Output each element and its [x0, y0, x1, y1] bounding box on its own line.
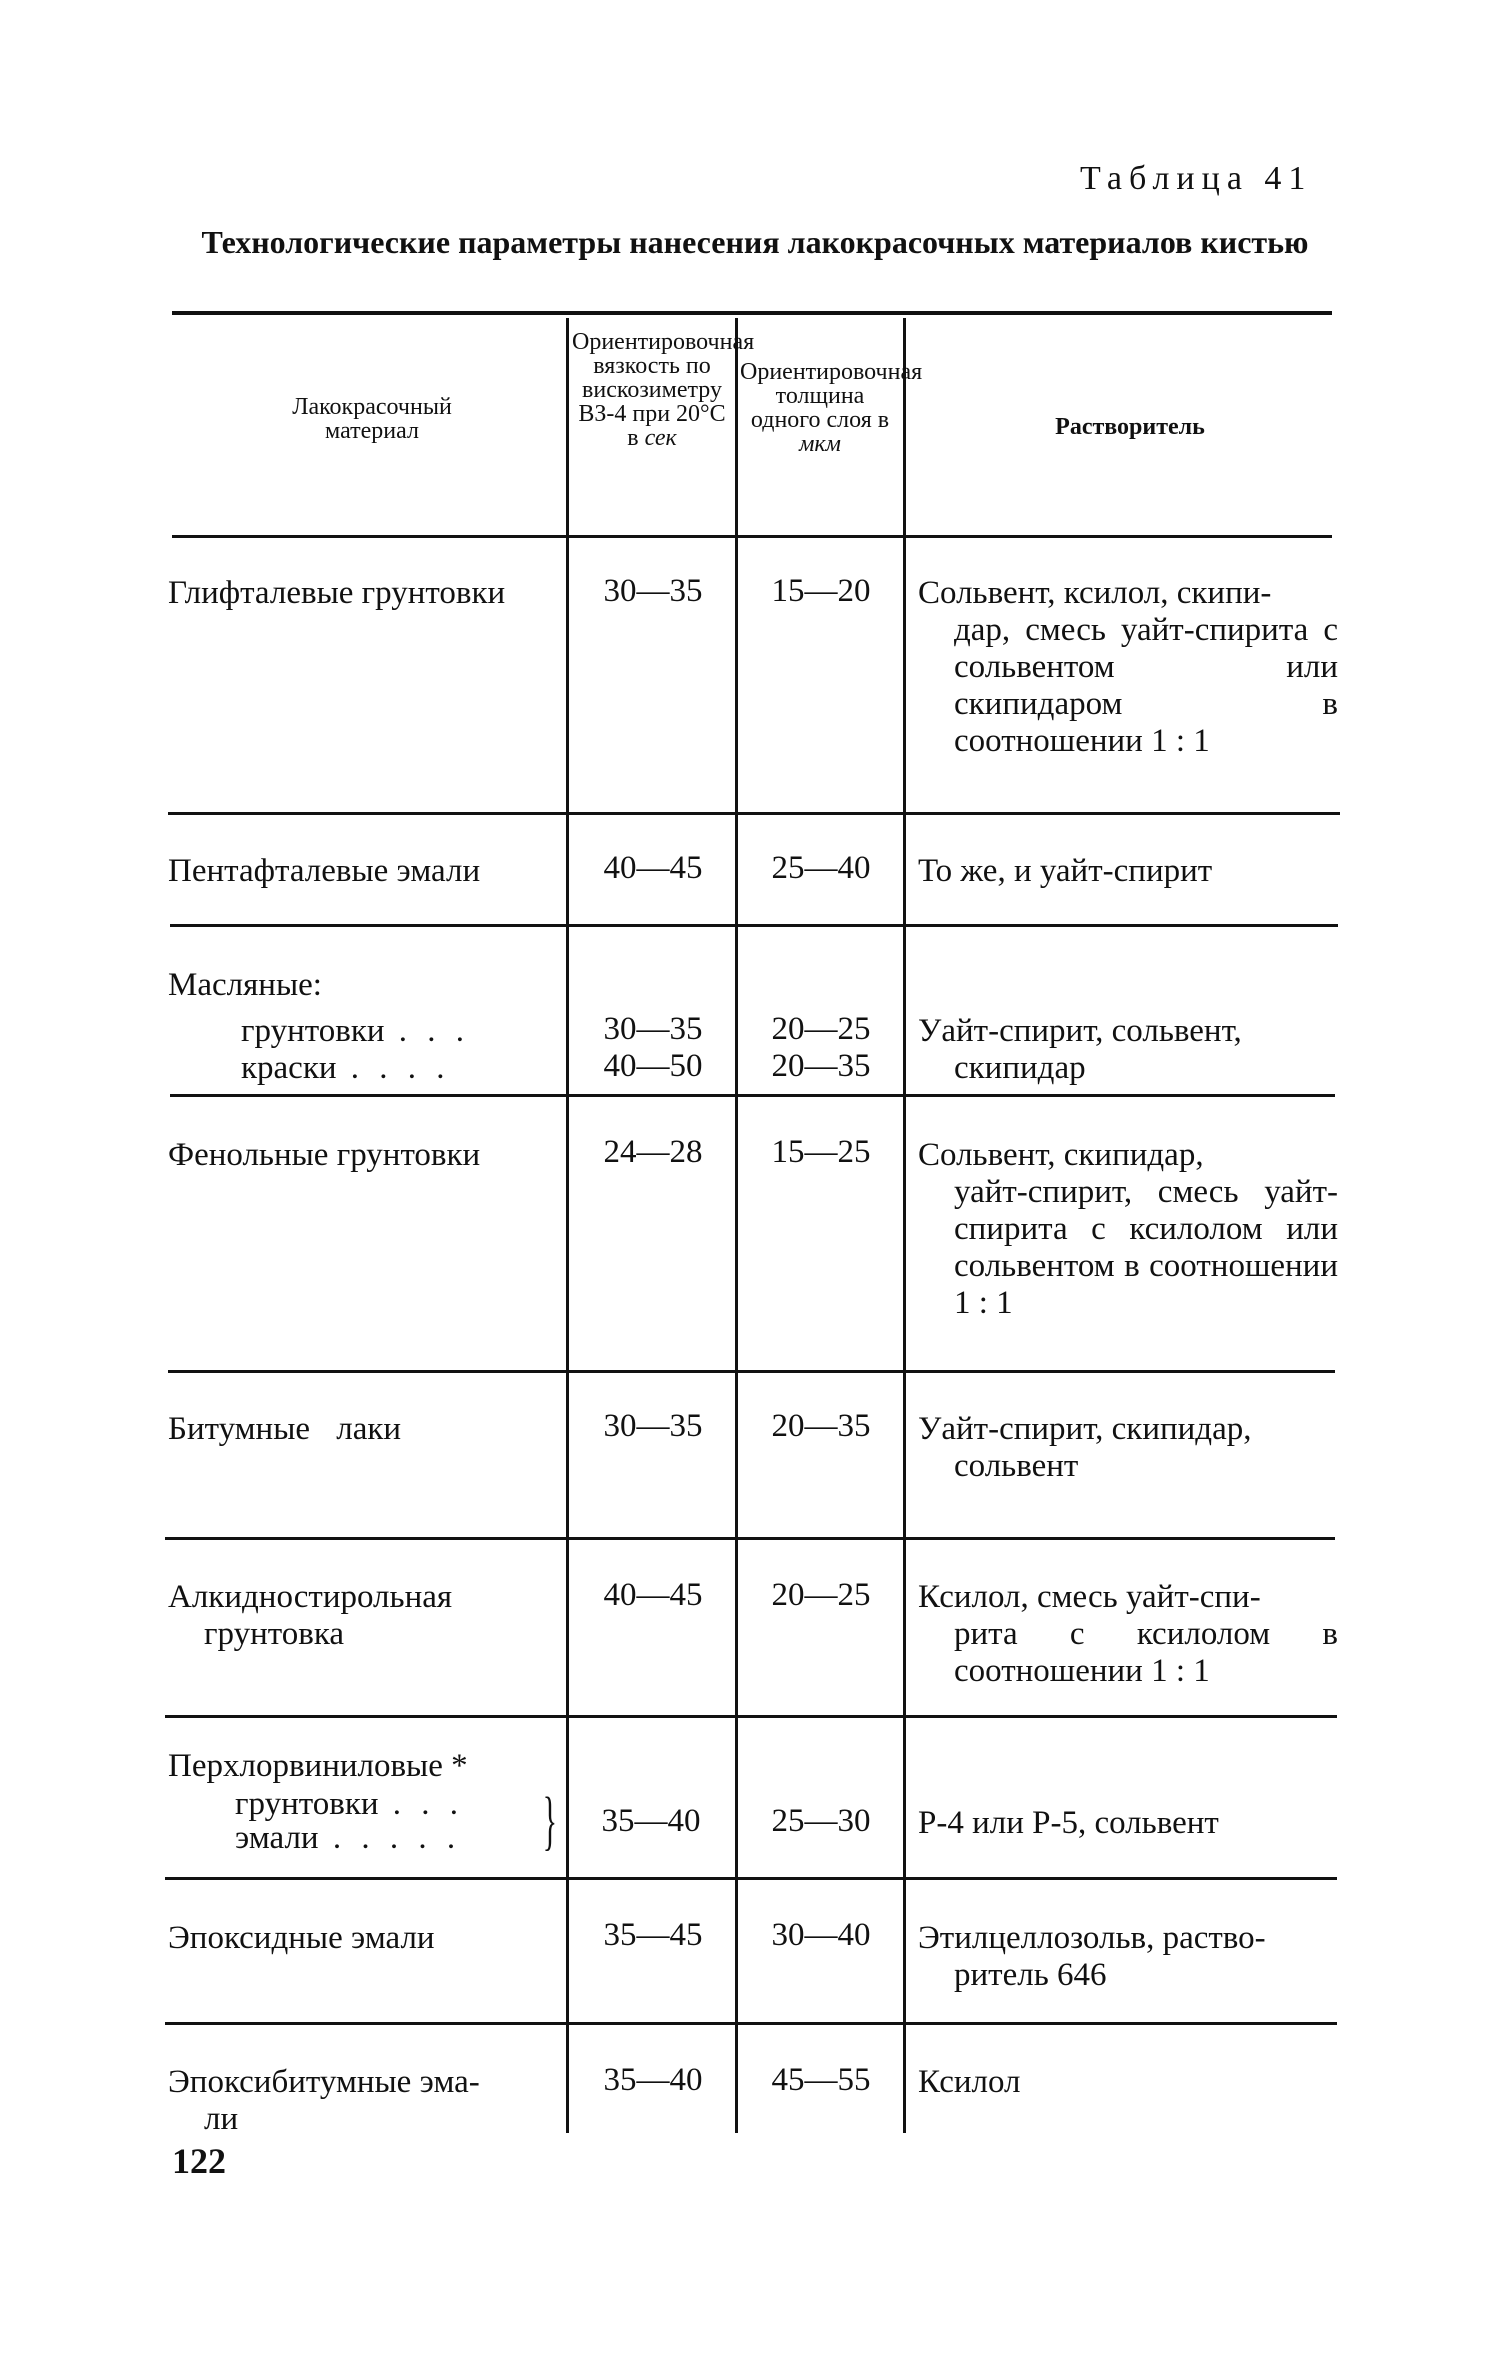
page-number: 122	[172, 2141, 226, 2181]
row-9-material-rest: ли	[204, 2101, 239, 2137]
row-5-solvent-first: Уайт-спирит, скипидар,	[918, 1411, 1252, 1447]
row-4-solvent-first: Сольвент, скипидар,	[918, 1137, 1204, 1173]
row-3-sub-1-name: грунтовки	[241, 1013, 385, 1049]
header-viscosity-unit: сек	[644, 425, 677, 451]
row-2-thickness: 25—40	[771, 850, 871, 886]
row-4-solvent-rest: уайт-спирит, смесь уайт-спирита с ксилолом или сольвентом в соотношении 1 : 1	[954, 1174, 1338, 1321]
row-6-solvent	[918, 1579, 1338, 1690]
row-5-material: Битумные лаки	[168, 1411, 402, 1447]
row-3-sub-2: краски . . . .	[241, 1050, 451, 1086]
row-9-material	[168, 2064, 553, 2138]
row-1-thickness: 15—20	[771, 573, 871, 609]
row-9-solvent: Ксилол	[918, 2064, 1021, 2100]
header-solvent: Растворитель	[1055, 414, 1205, 440]
row-9-viscosity: 35—40	[603, 2062, 703, 2098]
rule-header-bottom	[172, 535, 1332, 538]
row-9-thickness: 45—55	[771, 2062, 871, 2098]
row-2-material: Пентафталевые эмали	[168, 853, 481, 889]
row-6-solvent-first: Ксилол, смесь уайт-спи-	[918, 1579, 1261, 1615]
row-8-solvent-first: Этилцеллозольв, раство-	[918, 1920, 1266, 1956]
row-7-thickness: 25—30	[771, 1803, 871, 1839]
row-8-thickness: 30—40	[771, 1917, 871, 1953]
rule-row-1	[168, 812, 1340, 815]
row-3-solvent-first: Уайт-спирит, сольвент,	[918, 1013, 1242, 1049]
row-3-sub-1-thickness: 20—25	[771, 1011, 871, 1047]
row-7-sub-1: грунтовки . . .	[235, 1786, 465, 1822]
brace-glyph: }	[542, 1784, 557, 1857]
row-7-sub-2: эмали . . . . .	[235, 1820, 462, 1856]
row-7-sub-1-name: грунтовки	[235, 1786, 379, 1822]
row-3-sub-2-thickness: 20—35	[771, 1048, 871, 1084]
row-1-viscosity: 30—35	[603, 573, 703, 609]
row-7-viscosity: 35—40	[601, 1803, 701, 1839]
row-9-material-first: Эпоксибитумные эма-	[168, 2064, 480, 2100]
rule-row-3	[170, 1094, 1335, 1097]
header-material: Лакокрасочный материал	[292, 394, 452, 444]
row-3-sub-1-viscosity: 30—35	[603, 1011, 703, 1047]
header-thickness	[740, 359, 923, 457]
rule-row-6	[165, 1715, 1337, 1718]
header-viscosity-text: Ориентировочная вязкость по вискозиметру ВЗ-4 при 20°С в	[572, 329, 755, 451]
header-thickness-text: Ориентировочная толщина одного слоя в	[740, 359, 923, 433]
row-8-material: Эпоксидные эмали	[168, 1920, 435, 1956]
row-8-viscosity: 35—45	[603, 1917, 703, 1953]
header-thickness-unit: мкм	[799, 431, 841, 457]
rule-row-2	[170, 924, 1338, 927]
row-4-material: Фенольные грунтовки	[168, 1137, 481, 1173]
row-3-sub-2-name: краски	[241, 1050, 337, 1086]
row-7-solvent: Р-4 или Р-5, сольвент	[918, 1805, 1219, 1841]
row-5-viscosity: 30—35	[603, 1408, 703, 1444]
rule-row-5	[165, 1537, 1335, 1540]
row-5-solvent	[918, 1411, 1338, 1485]
row-3-material: Масляные:	[168, 967, 322, 1003]
row-6-viscosity: 40—45	[603, 1577, 703, 1613]
rule-row-7	[165, 1877, 1337, 1880]
row-6-thickness: 20—25	[771, 1577, 871, 1613]
rule-row-8	[165, 2022, 1337, 2025]
row-4-thickness: 15—25	[771, 1134, 871, 1170]
row-3-solvent	[918, 1013, 1338, 1087]
col-rule-2	[735, 318, 738, 2133]
table-title: Технологические параметры нанесения лакокрасочных материалов кистью	[201, 224, 1309, 260]
rule-row-4	[168, 1370, 1335, 1373]
row-8-solvent	[918, 1920, 1338, 1994]
col-rule-3	[903, 318, 906, 2133]
row-3-sub-2-viscosity: 40—50	[603, 1048, 703, 1084]
row-6-solvent-rest: рита с ксилолом в соотношении 1 : 1	[954, 1616, 1338, 1689]
table-number: Таблица 41	[1080, 160, 1313, 197]
row-1-solvent-first: Сольвент, ксилол, скипи-	[918, 575, 1272, 611]
row-1-material: Глифталевые грунтовки	[168, 575, 506, 611]
row-2-viscosity: 40—45	[603, 850, 703, 886]
row-5-thickness: 20—35	[771, 1408, 871, 1444]
row-3-solvent-rest: скипидар	[954, 1050, 1086, 1086]
row-1-solvent	[918, 575, 1338, 760]
row-6-material	[168, 1579, 553, 1653]
row-5-solvent-rest: сольвент	[954, 1448, 1079, 1484]
row-4-solvent	[918, 1137, 1338, 1322]
row-6-material-first: Алкидностирольная	[168, 1579, 453, 1615]
row-4-viscosity: 24—28	[603, 1134, 703, 1170]
row-3-sub-1: грунтовки . . .	[241, 1013, 471, 1049]
row-7-sub-2-name: эмали	[235, 1820, 319, 1856]
row-6-material-rest: грунтовка	[204, 1616, 345, 1652]
rule-top	[172, 311, 1332, 315]
row-7-material: Перхлорвиниловые *	[168, 1748, 468, 1784]
col-rule-1	[566, 318, 569, 2133]
row-8-solvent-rest: ритель 646	[954, 1957, 1107, 1993]
row-1-solvent-rest: дар, смесь уайт-спирита с сольвентом или скипидаром в соотношении 1 : 1	[954, 612, 1338, 759]
row-2-solvent: То же, и уайт-спирит	[918, 853, 1213, 889]
header-viscosity	[572, 329, 755, 451]
